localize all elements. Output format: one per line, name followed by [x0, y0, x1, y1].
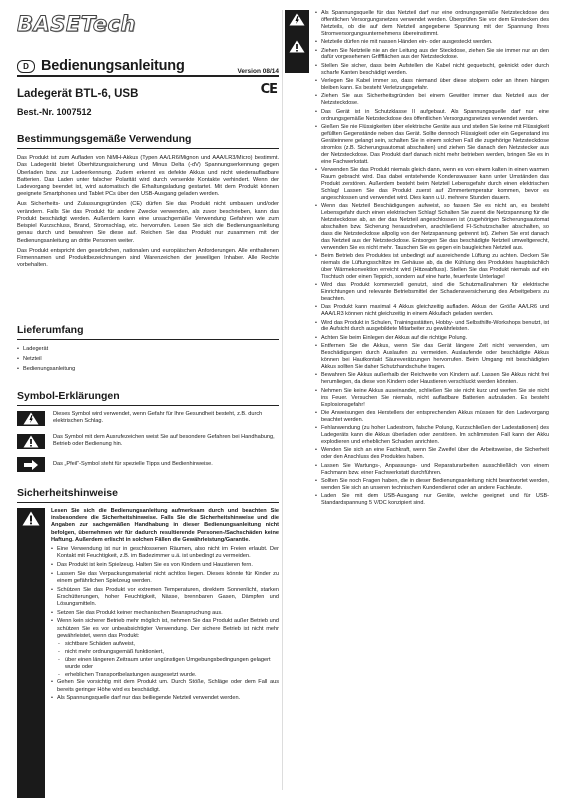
title-rule [17, 75, 279, 77]
exclamation-icon [289, 40, 305, 53]
paragraph: Aus Sicherheits- und Zulassungsgründen (CE) dürfen Sie das Produkt nicht umbauen und/oder verändern. Falls Sie das Produkt für andere Zwecke verwenden, als zuvor beschrieben, kann das Produkt beschädigt werden. Außerdem kann eine unsachgemäße Verwendung Gefahren wie zum Beispiel Kurzschluss, Brand, Stromschlag, etc. hervorrufen. Lesen Sie sich die Bedienungsanleitung genau durch und bewahren Sie diese auf. Reichen Sie das Produkt nur zusammen mit der Bedienungsanleitung an dritte Personen weiter. [17, 201, 279, 244]
sub-list-item: - über einen längeren Zeitraum unter ungünstigen Umgebungsbedingungen gelagert wurde oder [51, 657, 279, 671]
list-item: • Wird das Produkt kommerziell genutzt, sind die Schutzmaßnahmen für elektrische Einrichtungen und relevante Betriebsmittel der Schadensversicherung des Arbeitgebers zu beachten. [315, 282, 549, 303]
lightning-warning-icon [17, 411, 45, 426]
list-item: • Lassen Sie das Verpackungsmaterial nicht achtlos liegen. Dieses könnte für Kinder zu einem gefährlichen Spielzeug werden. [51, 571, 279, 585]
list-item: • Das Gerät ist in Schutzklasse II aufgebaut. Als Spannungsquelle darf nur eine ordnungsgemäße Netzsteckdose des öffentlichen Versorgungsnetzes verwendet werden. [315, 109, 549, 123]
list-item: • Ziehen Sie Netzteile nie an der Leitung aus der Steckdose, ziehen Sie sie immer nur an den dafür vorgesehenen Griffflächen aus der Netzsteckdose. [315, 48, 549, 62]
list-item: • Ladegerät [17, 344, 279, 354]
list-item: • Laden Sie mit dem USB-Ausgang nur Geräte, welche geeignet und für USB-Standardspannung 5 V/DC konzipiert sind. [315, 493, 549, 507]
left-column [17, 0, 279, 800]
paragraph: Das Produkt ist zum Aufladen von NiMH-Akkus (Typen AA/LR6/Mignon und AAA/LR3/Micro) bestimmt. Das Ladegerät bietet Überhitzungssicherung und Minus Delta (-dV) Spannungserkennung gegen Überladen bzw. zur Ladeerkennung. Zudem erkennt es defekte Akkus und nicht wiederaufladbare Batterien. Das Laden unter falscher Polarität wird durch versenkte Kontakte verhindert. Wenn der Ladevorgang beendet ist, wird automatisch die Erhaltungsladung gestartet. Mit dem Produkt können geeignete Smartphones und Tablet PCs über den USB-Ausgang geladen werden. [17, 155, 279, 198]
list-item: • Das Produkt ist kein Spielzeug. Halten Sie es von Kindern und Haustieren fern. [51, 562, 279, 569]
paragraph: Das Produkt entspricht den gesetzlichen, nationalen und europäischen Anforderungen. Alle enthaltenen Firmennamen und Produktbezeichnungen sind Warenzeichen der jeweiligen Inhaber. Alle Rechte vorbehalten. [17, 247, 279, 269]
safety-block [17, 508, 279, 798]
list-item: • Nehmen Sie keine Akkus auseinander, schließen Sie sie nicht kurz und werfen Sie sie nicht ins Feuer. Versuchen Sie niemals, nicht aufladbare Batterien aufzuladen. Es besteht Explosionsgefahr! [315, 388, 549, 409]
heading-rule [17, 405, 279, 406]
list-item: • Als Spannungsquelle darf nur das beiliegende Netzteil verwendet werden. [51, 695, 279, 702]
list-item: • Fehlanwendung (zu hoher Ladestrom, falsche Polung, Kurzschließen der Ladestationen) des Ladegeräts kann die Akkus überladen oder zerstören. Im schlimmsten Fall kann der Akku explodieren und erheblichen Schaden anrichten. [315, 425, 549, 446]
list-item: • Ziehen Sie aus Sicherheitsgründen bei einem Gewitter immer das Netzteil aus der Netzsteckdose. [315, 93, 549, 107]
list-item: • Gießen Sie nie Flüssigkeiten über elektrische Geräte aus und stellen Sie keine mit Flüssigkeit gefüllten Gegenstände neben das Gerät. Sollte dennoch Flüssigkeit oder ein Gegenstand ins Geräteinnere gelangt sein, schalten Sie in einem solchen Fall die zugehörige Netzsteckdose stromlos (z.B. Sicherungsautomat abschalten) und ziehen Sie danach den Netzstecker aus der Netzsteckdose. Das Produkt darf danach nicht mehr betrieben werden, bringen Sie es in eine Fachwerkstatt. [315, 124, 549, 165]
list-item: • Achten Sie beim Einlegen der Akkus auf die richtige Polung. [315, 335, 549, 342]
list-item: • Sollten Sie noch Fragen haben, die in dieser Bedienungsanleitung nicht beantwortet werden, wenden Sie sich an unseren technischen Kundendienst oder an andere Fachleute. [315, 478, 549, 492]
safety-text-right [309, 10, 549, 509]
list-item: • Verlegen Sie Kabel immer so, dass niemand über diese stolpern oder an ihnen hängen bleiben kann. Es besteht Verletzungsgefahr. [315, 78, 549, 92]
symbol-text: Dieses Symbol wird verwendet, wenn Gefahr für Ihre Gesundheit besteht, z.B. durch elektrischen Schlag. [53, 411, 263, 424]
safety-intro: Lesen Sie sich die Bedienungsanleitung aufmerksam durch und beachten Sie insbesondere die Sicherheitshinweise. Falls Sie die Sicherheitshinweise und die Angaben zur sachgemäßen Handhabung in dieser Bedienungsanleitung nicht befolgen, übernehmen wir für dadurch resultierende Personen-/Sachschäden keine Haftung. Außerdem erlischt in solchen Fällen die Gewährleistung/Garantie. [51, 508, 279, 543]
product-title: Ladegerät BTL-6, USB [17, 88, 139, 100]
list-item: • Entfernen Sie die Akkus, wenn Sie das Gerät längere Zeit nicht verwenden, um Beschädigungen durch Auslaufen zu vermeiden. Auslaufende oder beschädigte Akkus können bei Hautkontakt Säureverätzungen hervorrufen. Beim Umgang mit beschädigten Akkus sollten Sie daher Schutzhandschuhe tragen. [315, 343, 549, 371]
exclamation-icon [22, 511, 40, 526]
list-item: • Lassen Sie Wartungs-, Anpassungs- und Reparaturarbeiten ausschließlich von einem Fachmann bzw. einer Fachwerkstatt durchführen. [315, 463, 549, 477]
symbols-heading: Symbol-Erklärungen [17, 390, 120, 402]
list-item: • Schützen Sie das Produkt vor extremen Temperaturen, direktem Sonnenlicht, starken Erschütterungen, hoher Feuchtigkeit, Nässe, brennbaren Gasen, Dämpfen und Lösungsmitteln. [51, 587, 279, 609]
lightning-warning-icon [289, 13, 305, 26]
list-item: • Stellen Sie sicher, dass beim Aufstellen die Kabel nicht gequetscht, geknickt oder durch scharfe Kanten beschädigt werden. [315, 63, 549, 77]
safety-continued [285, 10, 549, 509]
sub-list-item: - sichtbare Schäden aufweist, [51, 641, 279, 648]
list-item: • Verwenden Sie das Produkt niemals gleich dann, wenn es von einem kalten in einen warmen Raum gebracht wird. Das dabei entstehende Kondenswasser kann unter Umständen das Produkt zerstören. Außerdem besteht beim Netzteil Lebensgefahr durch einen elektrischen Schlag! Lassen Sie das Produkt zuerst auf Zimmertemperatur kommen, bevor es angeschlossen und verwendet wird. Dies kann u.U. mehrere Stunden dauern. [315, 167, 549, 202]
list-item: • Netzteil [17, 354, 279, 364]
list-item: • Als Spannungsquelle für das Netzteil darf nur eine ordnungsgemäße Netzsteckdose des öffentlichen Versorgungsnetzes verwendet werden. Überprüfen Sie vor dem Einstecken des Netzteils, ob die auf dem Netzteil angegebene Spannung mit der Spannung Ihres Stromversorgungsunternehmens übereinstimmt. [315, 10, 549, 38]
list-item: • Wenn das Netzteil Beschädigungen aufweist, so fassen Sie es nicht an, es besteht Lebensgefahr durch einen elektrischen Schlag! Schalten Sie zuerst die Netzspannung für die Netzsteckdose ab, an der das Netzteil angeschlossen ist (zugehörigen Sicherungsautomat abschalten bzw. Sicherung herausdrehen, anschließend FI-Schutzschalter abschalten, so dass die Netzsteckdose allpolig von der Netzspannung getrennt ist). Ziehen Sie erst danach das Netzteil aus der Netzsteckdose. Entsorgen Sie das beschädigte Netzteil umweltgerecht, verwenden Sie es nicht mehr. Tauschen Sie es gegen ein baugleiches Netzteil aus. [315, 203, 549, 251]
right-column [285, 0, 549, 800]
symbol-text: Das Symbol mit dem Ausrufezeichen weist Sie auf besondere Gefahren bei Handhabung, Betrieb oder Bedienung hin. [53, 434, 275, 447]
symbol-row [17, 457, 279, 472]
heading-rule [17, 339, 279, 340]
language-badge: D [17, 60, 35, 73]
order-number: Best.-Nr. 1007512 [17, 107, 92, 117]
version-label: Version 08/14 [237, 68, 279, 75]
scope-heading: Lieferumfang [17, 324, 84, 336]
scope-list [17, 344, 279, 374]
heading-rule [17, 502, 279, 503]
document-title: Bedienungsanleitung [41, 58, 185, 74]
list-item: • Bewahren Sie Akkus außerhalb der Reichweite von Kindern auf. Lassen Sie Akkus nicht frei herumliegen, da diese von Kindern oder Haustieren verschluckt werden könnten. [315, 372, 549, 386]
ce-mark-icon: CE [260, 82, 277, 97]
heading-rule [17, 148, 279, 149]
list-item: • Bedienungsanleitung [17, 364, 279, 374]
symbol-row [17, 434, 279, 449]
list-item: • Setzen Sie das Produkt keiner mechanischen Beanspruchung aus. [51, 610, 279, 617]
safety-icon-bar [285, 10, 309, 73]
intended-use-heading: Bestimmungsgemäße Verwendung [17, 133, 192, 145]
column-divider [282, 10, 283, 790]
list-item: • Die Anweisungen des Herstellers der entsprechenden Akkus müssen für den Ladevorgang beachtet werden. [315, 410, 549, 424]
list-item: • Wenn kein sicherer Betrieb mehr möglich ist, nehmen Sie das Produkt außer Betrieb und schützen Sie es vor unbeabsichtigter Verwendung. Der sichere Betrieb ist nicht mehr gewährleistet, wenn das Produkt: [51, 618, 279, 640]
brand-logo-text: BASETech [17, 12, 136, 36]
brand-logo [17, 12, 207, 34]
safety-text [45, 508, 279, 798]
sub-list-item: - erheblichen Transportbelastungen ausgesetzt wurde. [51, 672, 279, 679]
list-item: • Wenden Sie sich an eine Fachkraft, wenn Sie Zweifel über die Arbeitsweise, die Sicherheit oder den Anschluss des Produktes haben. [315, 447, 549, 461]
exclamation-icon [17, 434, 45, 449]
intended-use-text [17, 155, 279, 272]
list-item: • Netzteile dürfen nie mit nassen Händen ein- oder ausgesteckt werden. [315, 39, 549, 46]
symbol-text: Das „Pfeil“-Symbol steht für spezielle Tipps und Bedienhinweise. [53, 461, 213, 467]
arrow-right-icon [17, 457, 45, 472]
safety-heading: Sicherheitshinweise [17, 487, 118, 499]
list-item: • Beim Betrieb des Produktes ist unbedingt auf ausreichende Lüftung zu achten. Decken Sie niemals die Lüftungsschlitze im Gehäuse ab, da die Kühlung des Produktes hauptsächlich über Wärmekonvektion erreicht wird (Hitzeabfluss). Stellen Sie das Produkt niemals auf ein Tischtuch oder einen Teppich, sondern auf eine harte, feuerfeste Unterlage! [315, 253, 549, 281]
symbol-row [17, 411, 279, 426]
list-item: • Gehen Sie vorsichtig mit dem Produkt um. Durch Stöße, Schläge oder dem Fall aus bereits geringer Höhe wird es beschädigt. [51, 679, 279, 693]
list-item: • Eine Verwendung ist nur in geschlossenen Räumen, also nicht im Freien erlaubt. Der Kontakt mit Feuchtigkeit, z.B. im Badezimmer u.ä. ist unbedingt zu vermeiden. [51, 546, 279, 560]
list-item: • Wird das Produkt in Schulen, Trainingsstätten, Hobby- und Selbsthilfe-Workshops benutzt, ist die Aufsicht durch ausgebildete Mitarbeiter zu gewährleisten. [315, 320, 549, 334]
sub-list-item: - nicht mehr ordnungsgemäß funktioniert, [51, 649, 279, 656]
safety-warning-bar [17, 508, 45, 798]
list-item: • Das Produkt kann maximal 4 Akkus gleichzeitig aufladen. Akkus der Größe AA/LR6 und AAA/LR3 können nicht gleichzeitig in einem Akkufach geladen werden. [315, 304, 549, 318]
